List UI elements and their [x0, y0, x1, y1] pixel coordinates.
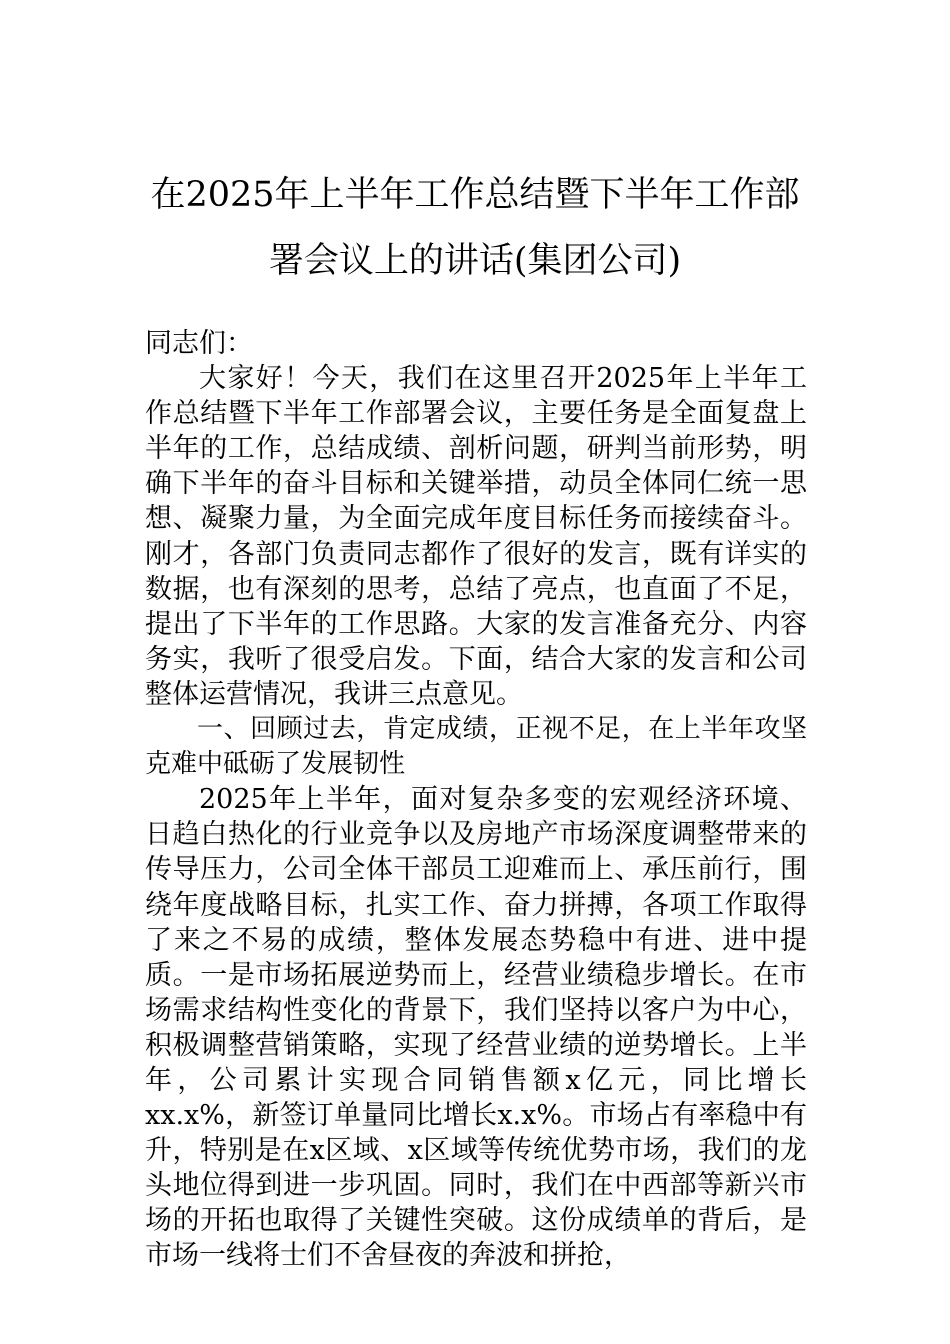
opening-paragraph: 大家好！今天，我们在这里召开2025年上半年工作总结暨下半年工作部署会议，主要任务是全面复盘上半年的工作，总结成绩、剖析问题，研判当前形势，明确下半年的奋斗目标和关键举措，动员全体同仁统一思想、凝聚力量，为全面完成年度目标任务而接续奋斗。刚才，各部门负责同志都作了很好的发言，既有详实的数据，也有深刻的思考，总结了亮点，也直面了不足，提出了下半年的工作思路。大家的发言准备充分、内容务实，我听了很受启发。下面，结合大家的发言和公司整体运营情况，我讲三点意见。	[145, 363, 807, 710]
document-body	[145, 326, 807, 1274]
section-one-paragraph: 2025年上半年，面对复杂多变的宏观经济环境、日趋白热化的行业竞争以及房地产市场深度调整带来的传导压力，公司全体干部员工迎难而上、承压前行，围绕年度战略目标，扎实工作、奋力拼搏，各项工作取得了来之不易的成绩，整体发展态势稳中有进、进中提质。一是市场拓展逆势而上，经营业绩稳步增长。在市场需求结构性变化的背景下，我们坚持以客户为中心，积极调整营销策略，实现了经营业绩的逆势增长。上半年，公司累计实现合同销售额x亿元，同比增长xx.x%，新签订单量同比增长x.x%。市场占有率稳中有升，特别是在x区域、x区域等传统优势市场，我们的龙头地位得到进一步巩固。同时，我们在中西部等新兴市场的开拓也取得了关键性突破。这份成绩单的背后，是市场一线将士们不舍昼夜的奔波和拼抢，	[145, 784, 807, 1272]
document-title: 在2025年上半年工作总结暨下半年工作部署会议上的讲话(集团公司)	[150, 175, 800, 281]
salutation: 同志们：	[145, 328, 253, 359]
section-heading-one: 一、回顾过去，肯定成绩，正视不足，在上半年攻坚克难中砥砺了发展韧性	[145, 714, 807, 780]
